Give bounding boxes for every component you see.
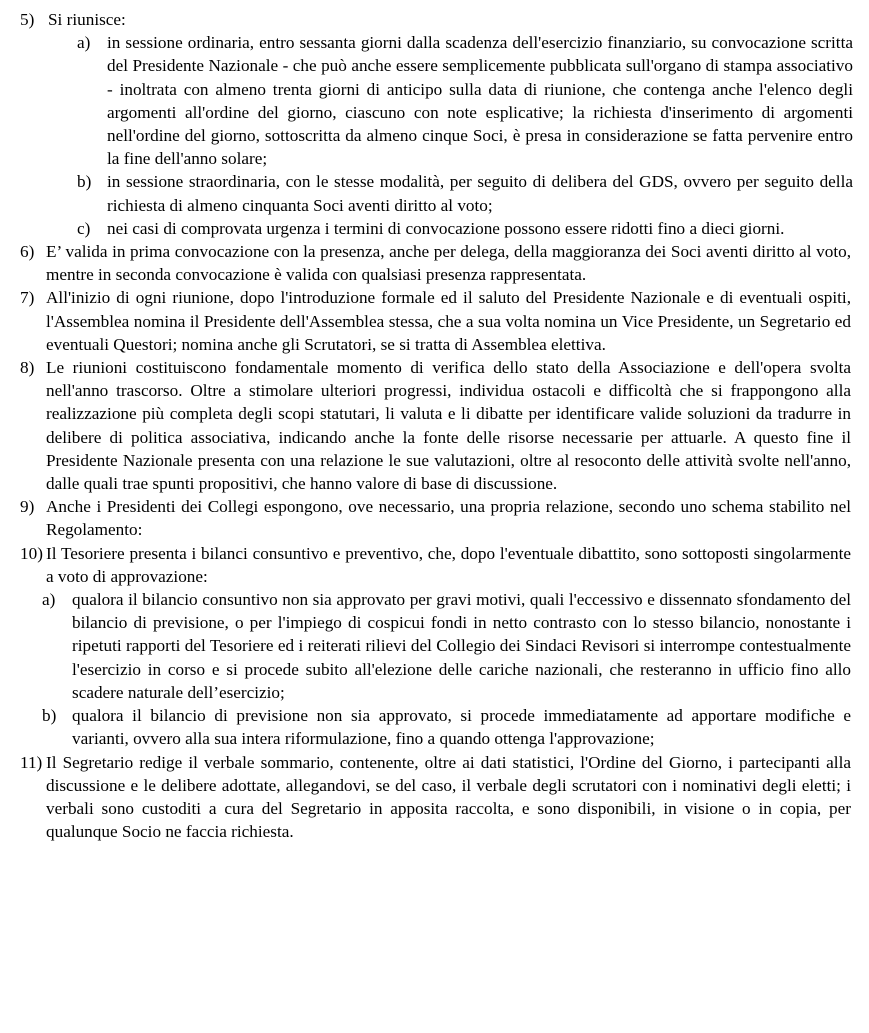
list-item-7	[0, 286, 869, 356]
list-item-9	[0, 495, 869, 541]
sub-item-number: a)	[42, 590, 56, 610]
sub-item-text: in sessione ordinaria, entro sessanta giorni dalla scadenza dell'esercizio finanziario, su convocazione scritta del Presidente Nazionale - che può anche essere semplicemente pubblicata sull'organo di stampa associativo - inoltrata con almeno trenta giorni di anticipo sulla data di riunione, che contenga anche l'elenco degli argomenti all'ordine del giorno, ciascuno con note esplicative; la richiesta d'inserimento di argomenti nell'ordine del giorno, sottoscritta da almeno cinque Soci, è presa in considerazione se fatta pervenire entro la fine dell'anno solare;	[107, 33, 853, 169]
item-number: 6)	[20, 242, 35, 262]
item-number: 8)	[20, 358, 35, 378]
list-item-6	[0, 240, 869, 286]
sub-item-number: b)	[42, 706, 57, 726]
list-item-5	[0, 8, 869, 31]
sub-item-number: a)	[77, 33, 91, 53]
list-item-10	[0, 542, 869, 588]
item-text: Le riunioni costituiscono fondamentale momento di verifica dello stato della Associazione e dell'opera svolta nell'anno trascorso. Oltre a stimolare ulteriori progressi, individua ostacoli e difficoltà che si frappongono alla realizzazione più completa degli scopi statutari, li valuta e li dibatte per identificare valide soluzioni da tradurre in delibere di politica associativa, indicando anche la fonte delle risorse necessarie per attuarle. A questo fine il Presidente Nazionale presenta con una relazione le sue valutazioni, oltre al resoconto delle attività svolte nell'anno, dalle quali trae spunti propositivi, che hanno valore di base di discussione.	[46, 358, 851, 494]
item-text: Il Tesoriere presenta i bilanci consuntivo e preventivo, che, dopo l'eventuale dibattito, sono sottoposti singolarmente a voto di approvazione:	[46, 543, 851, 586]
item-number: 10)	[20, 543, 43, 563]
sub-item-number: b)	[77, 172, 92, 192]
sub-item-10b	[0, 704, 869, 750]
item-number: 9)	[20, 497, 35, 517]
item-number: 11)	[20, 752, 43, 772]
sub-item-text: qualora il bilancio di previsione non sia approvato, si procede immediatamente ad apportare modifiche e varianti, ovvero alla sua intera riformulazione, fino a quando ottenga l'approvazione;	[72, 706, 851, 749]
sub-item-5b	[0, 170, 869, 216]
sub-item-5c	[0, 217, 869, 240]
sub-item-5a	[0, 31, 869, 170]
sub-item-text: in sessione straordinaria, con le stesse modalità, per seguito di delibera del GDS, ovvero per seguito della richiesta di almeno cinquanta Soci aventi diritto al voto;	[107, 172, 853, 215]
sub-item-text: nei casi di comprovata urgenza i termini di convocazione possono essere ridotti fino a dieci giorni.	[107, 218, 785, 238]
item-number: 5)	[20, 10, 35, 29]
list-item-11	[0, 751, 869, 844]
item-number: 7)	[20, 288, 35, 308]
list-item-8	[0, 356, 869, 495]
item-text: Anche i Presidenti dei Collegi espongono, ove necessario, una propria relazione, secondo uno schema stabilito nel Regolamento:	[46, 497, 851, 540]
item-text: Il Segretario redige il verbale sommario, contenente, oltre ai dati statistici, l'Ordine del Giorno, i partecipanti alla discussione e le delibere adottate, allegandovi, se del caso, il verbale degli scrutatori con i nominativi degli eletti; i verbali sono custoditi a cura del Segretario in apposita raccolta, e sono disponibili, in visione o in copia, per qualunque Socio ne faccia richiesta.	[46, 752, 851, 842]
sub-item-text: qualora il bilancio consuntivo non sia approvato per gravi motivi, quali l'eccessivo e dissennato sfondamento del bilancio di previsione, o per l'impiego di cospicui fondi in netto contrasto con lo stesso bilancio, nonostante i ripetuti rapporti del Tesoriere ed i reiterati rilievi del Collegio dei Sindaci Revisori si interrompe contestualmente l'esercizio in corso e si procede subito all'elezione delle cariche nazionali, che resteranno in ufficio fino allo scadere naturale dell’esercizio;	[72, 590, 851, 702]
item-text: E’ valida in prima convocazione con la presenza, anche per delega, della maggioranza dei Soci aventi diritto al voto, mentre in seconda convocazione è valida con qualsiasi presenza rappresentata.	[46, 242, 851, 285]
item-text: Si riunisce:	[48, 10, 126, 29]
item-text: All'inizio di ogni riunione, dopo l'introduzione formale ed il saluto del Presidente Nazionale e di eventuali ospiti, l'Assemblea nomina il Presidente dell'Assemblea stessa, che a sua volta nomina un Vice Presidente, un Segretario ed eventuali Questori; nomina anche gli Scrutatori, se si tratta di Assemblea elettiva.	[46, 288, 851, 354]
sub-item-number: c)	[77, 218, 91, 238]
sub-item-10a	[0, 588, 869, 704]
